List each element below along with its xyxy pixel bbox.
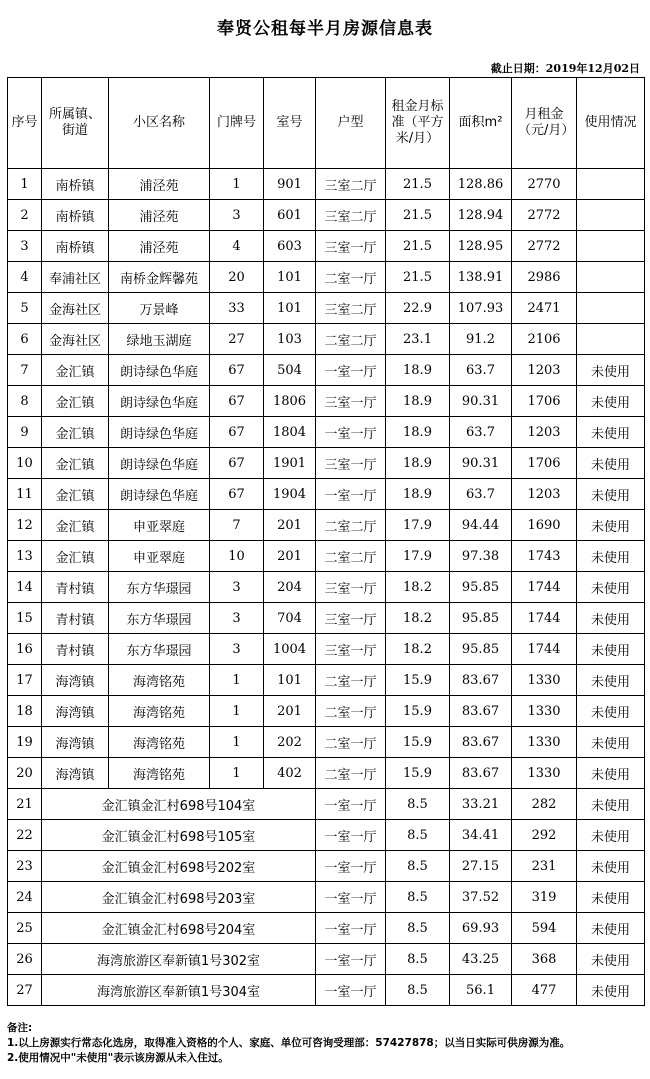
cell-town: 海湾镇 (42, 727, 109, 758)
cell-no: 27 (8, 975, 42, 1006)
cell-rent: 1690 (512, 510, 577, 541)
cell-rent-std: 22.9 (386, 293, 450, 324)
cell-type: 一室一厅 (316, 913, 386, 944)
cell-room: 1904 (264, 479, 316, 510)
cell-type: 三室一厅 (316, 386, 386, 417)
cell-type: 三室一厅 (316, 572, 386, 603)
cell-door: 67 (210, 479, 264, 510)
cell-room: 901 (264, 169, 316, 200)
cell-town: 金汇镇 (42, 541, 109, 572)
cell-rent-std: 15.9 (386, 665, 450, 696)
cell-door: 3 (210, 634, 264, 665)
cell-room: 1901 (264, 448, 316, 479)
cell-rent: 1330 (512, 727, 577, 758)
cell-no: 1 (8, 169, 42, 200)
header-type: 户型 (316, 78, 386, 169)
cell-no: 2 (8, 200, 42, 231)
header-area: 面积m² (450, 78, 512, 169)
cell-area: 43.25 (450, 944, 512, 975)
cell-no: 14 (8, 572, 42, 603)
cell-rent-std: 18.2 (386, 572, 450, 603)
cell-status (577, 169, 645, 200)
cell-rent-std: 15.9 (386, 696, 450, 727)
cell-status: 未使用 (577, 386, 645, 417)
cell-rent-std: 18.2 (386, 603, 450, 634)
cell-area: 69.93 (450, 913, 512, 944)
cell-rent: 282 (512, 789, 577, 820)
cell-rent: 231 (512, 851, 577, 882)
cell-door: 1 (210, 758, 264, 789)
cell-rent-std: 8.5 (386, 789, 450, 820)
cell-community: 朗诗绿色华庭 (109, 386, 210, 417)
cell-status: 未使用 (577, 603, 645, 634)
cell-town: 金海社区 (42, 293, 109, 324)
cell-status: 未使用 (577, 634, 645, 665)
cell-area: 128.86 (450, 169, 512, 200)
cell-no: 15 (8, 603, 42, 634)
cell-town: 金汇镇 (42, 355, 109, 386)
cell-room: 201 (264, 696, 316, 727)
cell-status: 未使用 (577, 541, 645, 572)
table-row (8, 541, 645, 572)
cell-rent: 1744 (512, 603, 577, 634)
cell-room: 101 (264, 262, 316, 293)
cell-community: 东方华璟园 (109, 572, 210, 603)
cell-community: 东方华璟园 (109, 603, 210, 634)
table-row (8, 975, 645, 1006)
header-no: 序号 (8, 78, 42, 169)
table-row (8, 603, 645, 634)
cell-town: 海湾镇 (42, 696, 109, 727)
cell-rent: 292 (512, 820, 577, 851)
table-row (8, 665, 645, 696)
table-row (8, 882, 645, 913)
cell-room: 402 (264, 758, 316, 789)
cell-community: 海湾铭苑 (109, 758, 210, 789)
cell-rent: 2471 (512, 293, 577, 324)
cell-door: 3 (210, 572, 264, 603)
cell-door: 67 (210, 448, 264, 479)
cell-town: 金海社区 (42, 324, 109, 355)
cell-rent-std: 8.5 (386, 975, 450, 1006)
cell-type: 一室一厅 (316, 417, 386, 448)
cell-type: 一室一厅 (316, 355, 386, 386)
table-row (8, 231, 645, 262)
cell-type: 三室二厅 (316, 200, 386, 231)
cell-town: 青村镇 (42, 603, 109, 634)
cell-town: 海湾镇 (42, 665, 109, 696)
cell-type: 一室一厅 (316, 820, 386, 851)
cell-door: 20 (210, 262, 264, 293)
header-rent: 月租金（元/月） (512, 78, 577, 169)
cell-community: 朗诗绿色华庭 (109, 417, 210, 448)
table-row (8, 293, 645, 324)
cell-room: 103 (264, 324, 316, 355)
cell-door: 27 (210, 324, 264, 355)
cell-area: 95.85 (450, 572, 512, 603)
table-row (8, 417, 645, 448)
cell-door: 1 (210, 665, 264, 696)
cell-type: 二室一厅 (316, 696, 386, 727)
notes-line-1: 1.以上房源实行常态化选房，取得准入资格的个人、家庭、单位可咨询受理部：57427878；以当日实际可供房源为准。 (7, 1037, 571, 1049)
header-row (8, 78, 645, 169)
cell-town: 青村镇 (42, 634, 109, 665)
cell-status: 未使用 (577, 882, 645, 913)
cell-room: 202 (264, 727, 316, 758)
cell-rent-std: 8.5 (386, 944, 450, 975)
cell-rent: 2986 (512, 262, 577, 293)
cell-status: 未使用 (577, 510, 645, 541)
cell-no: 13 (8, 541, 42, 572)
cell-room: 1806 (264, 386, 316, 417)
cell-no: 25 (8, 913, 42, 944)
header-town: 所属镇、街道 (42, 78, 109, 169)
cell-door: 67 (210, 417, 264, 448)
cell-community: 浦泾苑 (109, 200, 210, 231)
cell-door: 7 (210, 510, 264, 541)
cell-room: 201 (264, 510, 316, 541)
cell-rent: 477 (512, 975, 577, 1006)
cell-area: 97.38 (450, 541, 512, 572)
cell-room: 204 (264, 572, 316, 603)
cell-type: 三室二厅 (316, 169, 386, 200)
cell-no: 5 (8, 293, 42, 324)
cell-status: 未使用 (577, 665, 645, 696)
cell-town: 金汇镇 (42, 448, 109, 479)
cell-rent: 2772 (512, 231, 577, 262)
cell-status: 未使用 (577, 851, 645, 882)
cell-rent: 1744 (512, 572, 577, 603)
cell-type: 三室一厅 (316, 603, 386, 634)
cell-no: 12 (8, 510, 42, 541)
cell-community: 绿地玉湖庭 (109, 324, 210, 355)
cell-rent-std: 8.5 (386, 851, 450, 882)
cell-rent: 1706 (512, 448, 577, 479)
cell-status: 未使用 (577, 975, 645, 1006)
table-row (8, 510, 645, 541)
cell-status: 未使用 (577, 696, 645, 727)
cell-door: 67 (210, 355, 264, 386)
cell-type: 二室二厅 (316, 541, 386, 572)
cell-status: 未使用 (577, 479, 645, 510)
cell-rent-std: 17.9 (386, 541, 450, 572)
cell-town: 金汇镇 (42, 479, 109, 510)
cell-area: 95.85 (450, 634, 512, 665)
cell-community: 东方华璟园 (109, 634, 210, 665)
cell-room: 201 (264, 541, 316, 572)
table-row (8, 696, 645, 727)
cell-room: 704 (264, 603, 316, 634)
cell-town: 海湾镇 (42, 758, 109, 789)
cell-status: 未使用 (577, 758, 645, 789)
cell-rent: 1330 (512, 758, 577, 789)
cell-door: 3 (210, 603, 264, 634)
cell-community: 海湾铭苑 (109, 665, 210, 696)
notes-line-2: 2.使用情况中"未使用"表示该房源从未入住过。 (7, 1052, 229, 1064)
cell-rent: 1330 (512, 696, 577, 727)
cell-rent: 2770 (512, 169, 577, 200)
cell-no: 24 (8, 882, 42, 913)
cell-type: 三室二厅 (316, 293, 386, 324)
cell-town: 南桥镇 (42, 231, 109, 262)
cell-address: 金汇镇金汇村698号204室 (42, 913, 316, 944)
cell-no: 20 (8, 758, 42, 789)
cell-area: 83.67 (450, 665, 512, 696)
cell-type: 二室二厅 (316, 510, 386, 541)
table-row (8, 169, 645, 200)
cell-community: 朗诗绿色华庭 (109, 355, 210, 386)
cell-rent-std: 18.9 (386, 355, 450, 386)
cell-community: 万景峰 (109, 293, 210, 324)
cell-community: 申亚翠庭 (109, 541, 210, 572)
cell-rent-std: 8.5 (386, 882, 450, 913)
table-row (8, 789, 645, 820)
cell-door: 3 (210, 200, 264, 231)
cell-address: 金汇镇金汇村698号105室 (42, 820, 316, 851)
table-row (8, 262, 645, 293)
cell-rent-std: 18.9 (386, 479, 450, 510)
cell-rent-std: 18.2 (386, 634, 450, 665)
cell-door: 1 (210, 727, 264, 758)
cell-status: 未使用 (577, 820, 645, 851)
cell-rent: 1706 (512, 386, 577, 417)
cell-no: 21 (8, 789, 42, 820)
cell-town: 金汇镇 (42, 510, 109, 541)
cell-type: 二室一厅 (316, 665, 386, 696)
table-row (8, 200, 645, 231)
cell-door: 1 (210, 696, 264, 727)
cell-room: 601 (264, 200, 316, 231)
cell-area: 83.67 (450, 727, 512, 758)
table-row (8, 479, 645, 510)
cell-no: 9 (8, 417, 42, 448)
deadline-date: 截止日期：2019年12月02日 (490, 62, 640, 75)
cell-status (577, 293, 645, 324)
cell-area: 63.7 (450, 417, 512, 448)
cell-status: 未使用 (577, 727, 645, 758)
cell-address: 海湾旅游区奉新镇1号304室 (42, 975, 316, 1006)
cell-community: 南桥金辉馨苑 (109, 262, 210, 293)
cell-type: 三室一厅 (316, 634, 386, 665)
cell-status: 未使用 (577, 417, 645, 448)
cell-address: 金汇镇金汇村698号203室 (42, 882, 316, 913)
cell-no: 3 (8, 231, 42, 262)
cell-address: 金汇镇金汇村698号104室 (42, 789, 316, 820)
cell-no: 23 (8, 851, 42, 882)
cell-community: 申亚翠庭 (109, 510, 210, 541)
cell-door: 1 (210, 169, 264, 200)
cell-area: 107.93 (450, 293, 512, 324)
cell-door: 10 (210, 541, 264, 572)
cell-type: 二室一厅 (316, 262, 386, 293)
header-status: 使用情况 (577, 78, 645, 169)
cell-community: 浦泾苑 (109, 231, 210, 262)
cell-rent-std: 21.5 (386, 200, 450, 231)
cell-type: 二室二厅 (316, 324, 386, 355)
cell-no: 18 (8, 696, 42, 727)
housing-table (7, 77, 645, 1006)
cell-rent-std: 8.5 (386, 913, 450, 944)
cell-rent-std: 17.9 (386, 510, 450, 541)
cell-no: 26 (8, 944, 42, 975)
cell-community: 朗诗绿色华庭 (109, 448, 210, 479)
table-body (8, 169, 645, 1006)
cell-status: 未使用 (577, 355, 645, 386)
cell-rent-std: 23.1 (386, 324, 450, 355)
cell-area: 37.52 (450, 882, 512, 913)
cell-no: 4 (8, 262, 42, 293)
cell-town: 青村镇 (42, 572, 109, 603)
cell-rent: 1203 (512, 479, 577, 510)
cell-area: 90.31 (450, 448, 512, 479)
cell-status (577, 200, 645, 231)
cell-area: 63.7 (450, 355, 512, 386)
cell-community: 海湾铭苑 (109, 696, 210, 727)
cell-rent: 594 (512, 913, 577, 944)
cell-address: 金汇镇金汇村698号202室 (42, 851, 316, 882)
cell-door: 4 (210, 231, 264, 262)
table-row (8, 634, 645, 665)
cell-area: 83.67 (450, 696, 512, 727)
cell-rent: 1330 (512, 665, 577, 696)
cell-room: 1804 (264, 417, 316, 448)
cell-area: 90.31 (450, 386, 512, 417)
cell-no: 17 (8, 665, 42, 696)
table-row (8, 944, 645, 975)
cell-area: 33.21 (450, 789, 512, 820)
cell-town: 奉浦社区 (42, 262, 109, 293)
cell-rent-std: 18.9 (386, 386, 450, 417)
cell-no: 8 (8, 386, 42, 417)
cell-rent-std: 18.9 (386, 417, 450, 448)
table-row (8, 355, 645, 386)
cell-area: 83.67 (450, 758, 512, 789)
cell-no: 10 (8, 448, 42, 479)
cell-room: 101 (264, 293, 316, 324)
cell-rent-std: 21.5 (386, 262, 450, 293)
cell-rent: 368 (512, 944, 577, 975)
cell-status: 未使用 (577, 913, 645, 944)
cell-status (577, 231, 645, 262)
cell-area: 94.44 (450, 510, 512, 541)
header-room: 室号 (264, 78, 316, 169)
cell-area: 95.85 (450, 603, 512, 634)
cell-rent: 1203 (512, 417, 577, 448)
header-rent-std: 租金月标准（平方米/月） (386, 78, 450, 169)
cell-status (577, 262, 645, 293)
cell-town: 金汇镇 (42, 386, 109, 417)
notes (7, 1021, 647, 1066)
cell-no: 19 (8, 727, 42, 758)
cell-town: 南桥镇 (42, 200, 109, 231)
cell-type: 一室一厅 (316, 479, 386, 510)
table-row (8, 913, 645, 944)
cell-rent: 2772 (512, 200, 577, 231)
cell-community: 浦泾苑 (109, 169, 210, 200)
header-community: 小区名称 (109, 78, 210, 169)
page-title: 奉贤公租每半月房源信息表 (217, 19, 433, 39)
cell-status: 未使用 (577, 789, 645, 820)
cell-door: 33 (210, 293, 264, 324)
cell-area: 27.15 (450, 851, 512, 882)
table-row (8, 324, 645, 355)
cell-rent-std: 21.5 (386, 169, 450, 200)
cell-no: 22 (8, 820, 42, 851)
cell-type: 一室一厅 (316, 789, 386, 820)
cell-room: 603 (264, 231, 316, 262)
cell-type: 三室一厅 (316, 448, 386, 479)
cell-no: 11 (8, 479, 42, 510)
cell-status: 未使用 (577, 944, 645, 975)
cell-rent-std: 21.5 (386, 231, 450, 262)
table-row (8, 572, 645, 603)
cell-rent: 2106 (512, 324, 577, 355)
table-row (8, 820, 645, 851)
cell-area: 63.7 (450, 479, 512, 510)
table-row (8, 851, 645, 882)
cell-rent: 1743 (512, 541, 577, 572)
table-row (8, 448, 645, 479)
cell-room: 101 (264, 665, 316, 696)
cell-rent-std: 15.9 (386, 758, 450, 789)
cell-town: 金汇镇 (42, 417, 109, 448)
cell-status (577, 324, 645, 355)
cell-town: 南桥镇 (42, 169, 109, 200)
cell-status: 未使用 (577, 448, 645, 479)
cell-rent-std: 18.9 (386, 448, 450, 479)
cell-type: 一室一厅 (316, 975, 386, 1006)
header-door: 门牌号 (210, 78, 264, 169)
cell-community: 朗诗绿色华庭 (109, 479, 210, 510)
table-row (8, 727, 645, 758)
cell-type: 一室一厅 (316, 882, 386, 913)
table-row (8, 758, 645, 789)
cell-no: 16 (8, 634, 42, 665)
table-row (8, 386, 645, 417)
cell-area: 138.91 (450, 262, 512, 293)
cell-no: 7 (8, 355, 42, 386)
cell-area: 34.41 (450, 820, 512, 851)
cell-rent: 1744 (512, 634, 577, 665)
cell-door: 67 (210, 386, 264, 417)
cell-rent: 1203 (512, 355, 577, 386)
cell-type: 二室一厅 (316, 758, 386, 789)
cell-area: 128.94 (450, 200, 512, 231)
cell-area: 56.1 (450, 975, 512, 1006)
cell-community: 海湾铭苑 (109, 727, 210, 758)
cell-room: 504 (264, 355, 316, 386)
cell-type: 一室一厅 (316, 851, 386, 882)
cell-no: 6 (8, 324, 42, 355)
cell-type: 三室一厅 (316, 231, 386, 262)
cell-room: 1004 (264, 634, 316, 665)
cell-rent: 319 (512, 882, 577, 913)
cell-area: 128.95 (450, 231, 512, 262)
cell-rent-std: 8.5 (386, 820, 450, 851)
cell-area: 91.2 (450, 324, 512, 355)
notes-heading: 备注: (7, 1022, 33, 1034)
cell-status: 未使用 (577, 572, 645, 603)
cell-rent-std: 15.9 (386, 727, 450, 758)
cell-type: 二室一厅 (316, 727, 386, 758)
cell-type: 一室一厅 (316, 944, 386, 975)
cell-address: 海湾旅游区奉新镇1号302室 (42, 944, 316, 975)
